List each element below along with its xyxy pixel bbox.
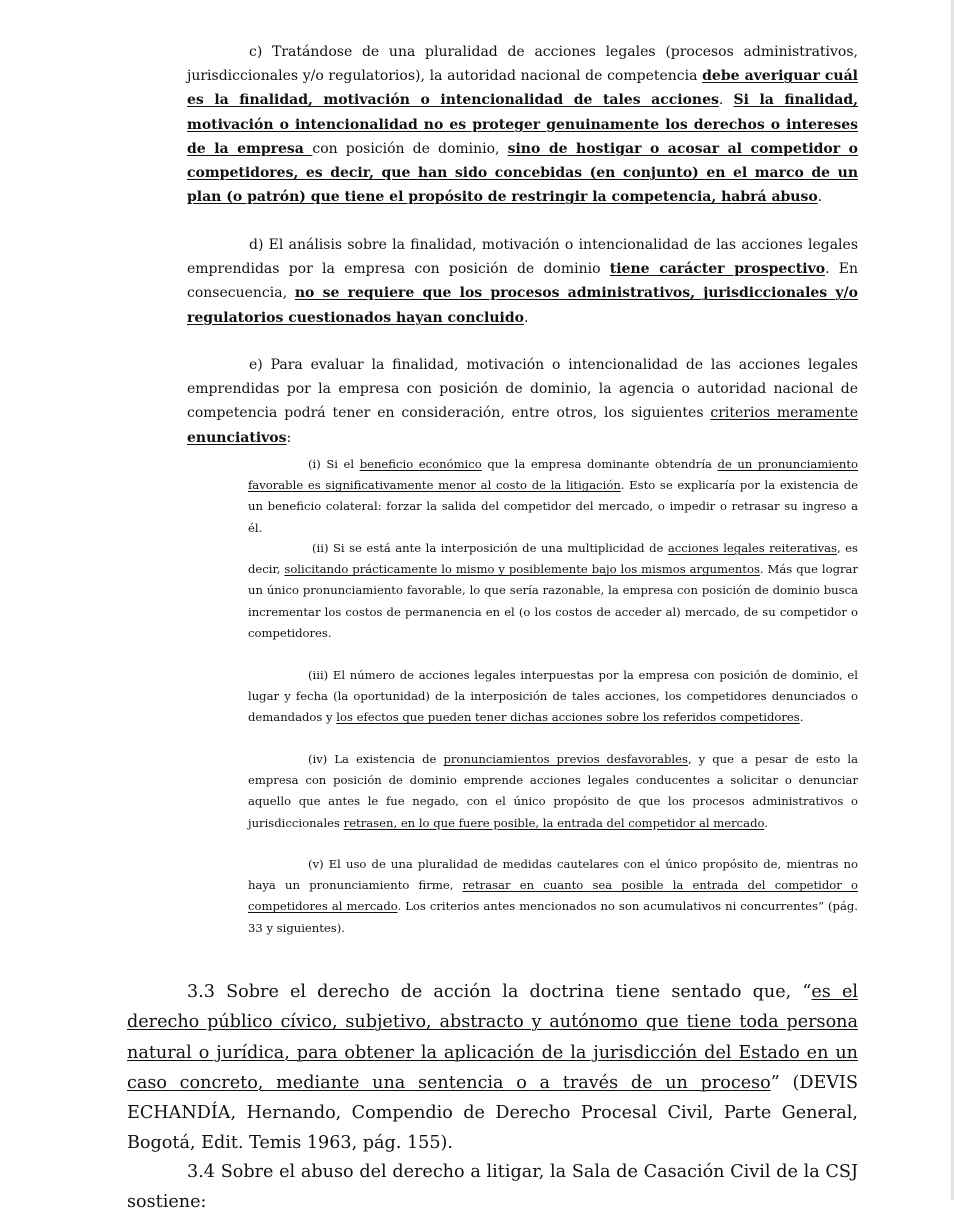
text-run: 3.4 Sobre el abuso del derecho a litigar, la Sala de Casación Civil de la CSJ sostiene: (127, 1162, 858, 1213)
underlined-run: beneficio económico (359, 457, 482, 471)
text-run: (iv) La existencia de (308, 752, 444, 766)
quoted-definition: es el derecho público cívico, subjetivo, abstracto y autónomo que tiene toda persona natural o jurídica, para obtener la aplicación de la jurisdicción del Estado en un caso concreto, mediante una sentencia o a través de un proceso (127, 982, 858, 1093)
emphasis-run: enunciativos (187, 429, 287, 446)
paragraph-c (187, 40, 858, 209)
text-run: . (799, 710, 804, 725)
criterion-v (248, 854, 858, 939)
text-run: . (817, 189, 823, 206)
text-run: , es decir, (248, 541, 858, 577)
text-run: (v) El uso de una pluralidad de medidas cautelares con el único propósito de, mientras no haya un pronunciamiento firme, (248, 857, 858, 893)
text-run: . (524, 309, 529, 326)
criterion-iv (248, 749, 858, 834)
emphasis-run: no se requiere que los procesos administrativos, jurisdiccionales y/o regulatorios cuestionados hayan concluido (187, 285, 858, 326)
text-run: : (286, 429, 292, 446)
section-3-3 (127, 977, 858, 1159)
text-run: . En consecuencia, (187, 261, 858, 302)
emphasis-run: tiene carácter prospectivo (609, 261, 826, 278)
text-run: 3.3 Sobre el derecho de acción la doctrina tiene sentado que, “ (187, 982, 812, 1002)
text-run: . Los criterios antes mencionados no son acumulativos ni concurrentes” (pág. 33 y siguientes). (248, 899, 858, 935)
paragraph-d (187, 233, 858, 330)
citation: ” (DEVIS ECHANDÍA, Hernando, Compendio de Derecho Procesal Civil, Parte General, Bogotá, Edit. Temis 1963, pág. 155). (127, 1072, 858, 1154)
emphasis-run: Si la finalidad, motivación o intencionalidad no es proteger genuinamente los derechos o intereses de la empresa (187, 92, 859, 157)
emphasis-run: debe averiguar cuál es la finalidad, motivación o intencionalidad de tales acciones (187, 68, 858, 109)
text-run: con posición de dominio, (312, 140, 508, 157)
emphasis-run: sino de hostigar o acosar al competidor o competidores, es decir, que han sido concebidas (en conjunto) en el marco de un plan (o patrón) que tiene el propósito de restringir la competencia, habrá abuso (187, 140, 858, 206)
underlined-run: pronunciamientos previos desfavorables (443, 752, 688, 766)
text-run: e) Para evaluar la finalidad, motivación o intencionalidad de las acciones legales emprendidas por la empresa con posición de dominio, la agencia o autoridad nacional de competencia podrá tener en consideración, entre otros, los siguientes (187, 357, 858, 422)
underlined-run: retrasar en cuanto sea posible la entrada del competidor o competidores al mercado (248, 878, 858, 914)
text-run: (ii) Si se está ante la interposición de una multiplicidad de (312, 541, 668, 555)
underlined-run: criterios meramente (710, 405, 858, 422)
underlined-run: solicitando prácticamente lo mismo y posiblemente bajo los mismos argumentos (284, 562, 760, 577)
criterion-i (248, 454, 858, 539)
criterion-ii (248, 538, 858, 644)
text-run: d) El análisis sobre la finalidad, motivación o intencionalidad de las acciones legales emprendidas por la empresa con posición de dominio (187, 237, 858, 278)
underlined-run: acciones legales reiterativas (667, 541, 837, 555)
text-run: , y que a pesar de esto la empresa con posición de dominio emprende acciones legales conducentes a solicitar o denunciar aquello que antes le fue negado, con el único propósito de que los procesos administrativos o jurisdiccionales (248, 752, 859, 830)
underlined-run: retrasen, en lo que fuere posible, la entrada del competidor al mercado (343, 815, 765, 830)
text-run: . (718, 92, 734, 109)
paragraph-e (187, 353, 858, 450)
text-run: que la empresa dominante obtendría (481, 457, 718, 471)
text-run: (i) Si el (308, 457, 360, 471)
text-run: c) Tratándose de una pluralidad de acciones legales (procesos administrativos, jurisdiccionales y/o regulatorios), la autoridad nacional de competencia (187, 44, 858, 85)
criterion-iii (248, 665, 858, 729)
text-run: (iii) El número de acciones legales interpuestas por la empresa con posición de dominio, el lugar y fecha (la oportunidad) de la interposición de tales acciones, los competidores denunciados o demandados y (248, 668, 858, 725)
underlined-run: los efectos que pueden tener dichas acciones sobre los referidos competidores (336, 710, 800, 725)
section-3-4 (127, 1157, 858, 1218)
text-run: . Esto se explicaría por la existencia de un beneficio colateral: forzar la salida del competidor del mercado, o impedir o retrasar su ingreso a él. (248, 478, 859, 535)
underlined-run: de un pronunciamiento favorable es significativamente menor al costo de la litigación (248, 457, 859, 493)
text-run: . Más que lograr un único pronunciamiento favorable, lo que sería razonable, la empresa con posición de dominio busca incrementar los costos de permanencia en el (o los costos de acceder al) mercado, de su competidor o competidores. (248, 562, 858, 640)
text-run: . (764, 815, 768, 830)
